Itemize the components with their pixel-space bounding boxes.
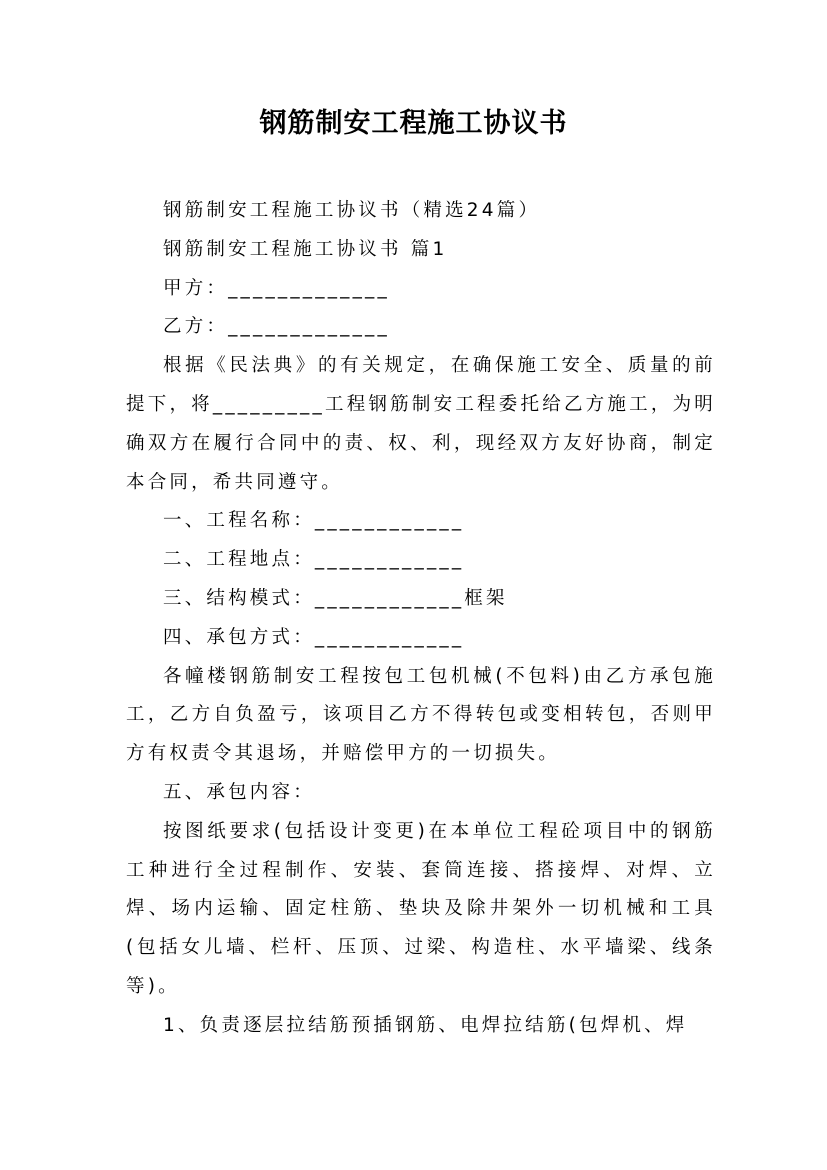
paragraph-scope-heading: 五、承包内容： bbox=[163, 781, 315, 803]
paragraph-structure-type: 三、结构模式：____________框架 bbox=[163, 587, 508, 609]
paragraph-item-1: 1、负责逐层拉结筋预插钢筋、电焊拉结筋(包焊机、焊 bbox=[163, 1014, 688, 1036]
paragraph-party-a: 甲方：_____________ bbox=[163, 277, 390, 299]
paragraph-subtitle: 钢筋制安工程施工协议书（精选24篇） bbox=[163, 200, 541, 221]
paragraph-project-name: 一、工程名称：____________ bbox=[163, 510, 465, 532]
document-body bbox=[126, 192, 716, 1046]
document-title: 钢筋制安工程施工协议书 bbox=[259, 108, 568, 139]
paragraph-project-location: 二、工程地点：____________ bbox=[163, 549, 465, 571]
paragraph-scope-details: 按图纸要求(包括设计变更)在本单位工程砼项目中的钢筋工种进行全过程制作、安装、套筒连接、搭接焊、对焊、立焊、场内运输、固定柱筋、垫块及除井架外一切机械和工具(包括女儿墙、栏杆、压顶、过梁、构造柱、水平墙梁、线条等)。 bbox=[126, 820, 716, 997]
paragraph-contract-terms: 各幢楼钢筋制安工程按包工包机械(不包料)由乙方承包施工，乙方自负盈亏，该项目乙方不得转包或变相转包，否则甲方有权责令其退场，并赔偿甲方的一切损失。 bbox=[126, 665, 716, 765]
paragraph-preamble: 根据《民法典》的有关规定，在确保施工安全、质量的前提下，将_________工程钢筋制安工程委托给乙方施工，为明确双方在履行合同中的责、权、利，现经双方友好协商，制定本合同，希共同遵守。 bbox=[126, 355, 716, 493]
paragraph-section-heading: 钢筋制安工程施工协议书 篇1 bbox=[163, 238, 448, 260]
paragraph-contract-method: 四、承包方式：____________ bbox=[163, 626, 465, 648]
paragraph-party-b: 乙方：_____________ bbox=[163, 316, 390, 338]
